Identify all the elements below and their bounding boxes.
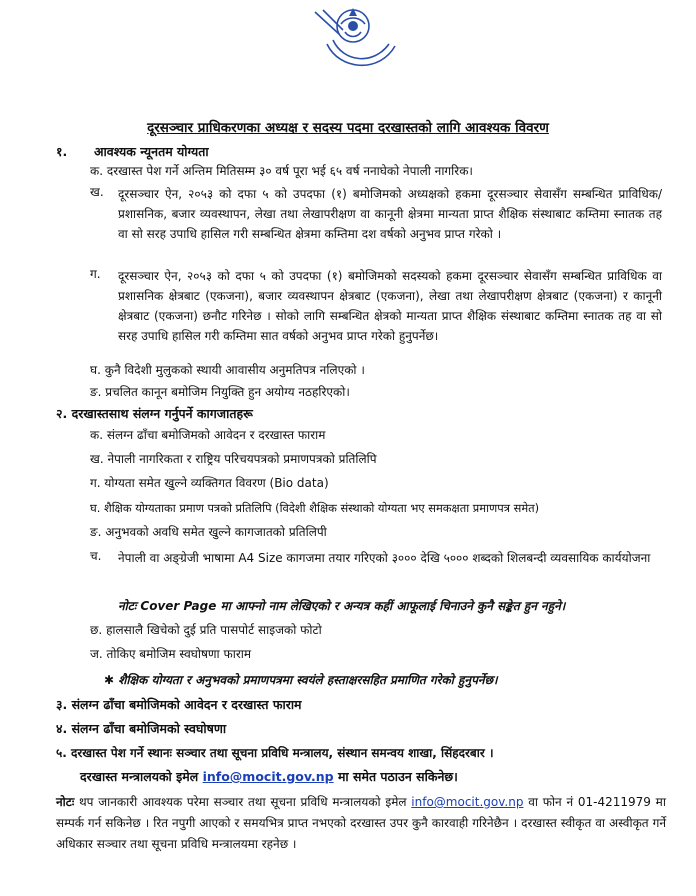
note-text: वा फोन नं	[528, 795, 574, 809]
item-marker: ङ.	[90, 385, 102, 399]
item-marker: छ.	[90, 623, 103, 637]
list-item	[90, 384, 350, 400]
item-marker: क.	[90, 428, 104, 442]
section-title: दरखास्त पेश गर्ने स्थानः सञ्चार तथा सूचना प्रविधि मन्त्रालय, संस्थान समन्वय शाखा, सिंहदरबार ।	[71, 746, 494, 760]
section-5-heading	[56, 745, 494, 761]
note-text: शैक्षिक योग्यता र अनुभवको प्रमाणपत्रमा स्वयंले हस्ताक्षरसहित प्रमाणित गरेको हुनुपर्नेछ।	[118, 673, 498, 687]
section-number: ४.	[56, 721, 68, 736]
section-4-heading	[56, 721, 226, 737]
seal-emblem-icon	[293, 4, 405, 80]
item-marker: ङ.	[90, 525, 102, 539]
item-text: शैक्षिक योग्यताका प्रमाण पत्रको प्रतिलिपि (विदेशी शैक्षिक संस्थाको योग्यता भए समकक्षता प्रमाणपत्र समेत)	[103, 501, 540, 515]
item-text: दरखास्त पेश गर्ने अन्तिम मितिसम्म ३० वर्ष पूरा भई ६५ वर्ष ननाघेको नेपाली नागरिक।	[106, 164, 473, 178]
item-text: कुनै विदेशी मुलुकको स्थायी आवासीय अनुमतिपत्र नलिएको ।	[104, 363, 365, 377]
list-item	[90, 524, 327, 540]
item-marker: ग.	[90, 476, 101, 490]
list-item	[90, 475, 329, 491]
item-marker: क.	[90, 164, 104, 178]
list-item	[90, 500, 539, 516]
note-label: नोटः	[56, 795, 75, 809]
item-text: अनुभवको अवधि समेत खुल्ने कागजातको प्रतिलिपी	[105, 525, 327, 539]
list-item	[90, 451, 377, 467]
section-number: १.	[56, 144, 68, 159]
section-3-heading	[56, 697, 302, 713]
item-marker: घ.	[90, 501, 101, 515]
email-line	[80, 769, 458, 785]
section-2-heading	[56, 406, 253, 422]
item-text: संलग्न ढाँचा बमोजिमको आवेदन र दरखास्त फाराम	[106, 428, 326, 442]
note-text: थप जानकारी आवश्यक परेमा सञ्चार तथा सूचना प्रविधि मन्त्रालयको इमेल	[78, 795, 407, 809]
section-number: ३.	[56, 697, 68, 712]
list-item: दूरसञ्चार ऐन, २०५३ को दफा ५ को उपदफा (१) बमोजिमको अध्यक्षको हकमा दूरसञ्चार सेवासँग सम्बन्धित प्राविधिक/प्रशासनिक, बजार व्यवस्थापन, लेखा तथा लेखापरीक्षण वा कानूनी क्षेत्रमा मान्यता प्राप्त शैक्षिक संस्थाबाट कम्तिमा स्नातक तह वा सो सरह उपाधि हासिल गरी सम्बन्धित क्षेत्रमा कम्तिमा दश वर्षको अनुभव प्राप्त गरेको ।	[118, 187, 662, 241]
email-prefix: दरखास्त मन्त्रालयको इमेल	[80, 769, 199, 784]
list-item: नेपाली वा अङ्ग्रेजी भाषामा A4 Size कागजमा तयार गरिएको ३००० देखि ५००० शब्दको शिलबन्दी व्यवसायिक कार्ययोजना	[118, 551, 651, 565]
bullet-icon: ✱	[104, 673, 115, 687]
list-item-mark: च.	[90, 549, 102, 563]
list-item	[90, 427, 325, 443]
list-item	[90, 362, 365, 378]
item-text: योग्यता समेत खुल्ने व्यक्तिगत विवरण (Bio data)	[104, 476, 329, 490]
list-item-mark: ग.	[90, 267, 101, 281]
list-item-mark: ख.	[90, 185, 104, 199]
footer-note	[56, 792, 666, 855]
list-item	[90, 646, 251, 662]
section-title: आवश्यक न्यूनतम योग्यता	[93, 144, 209, 159]
phone-number: 01-4211979	[577, 795, 651, 809]
section-1-heading	[56, 144, 209, 160]
item-marker: घ.	[90, 363, 101, 377]
note-text: मा सम्पर्क गर्न सकिनेछ । रित नपुगी आएको र समयभित्र प्राप्त नभएको दरखास्त उपर कुनै कारवाही गरिनेछैन । दरखास्त स्वीकृत वा अस्वीकृत गर्ने अधिकार सञ्चार तथा सूचना प्रविधि मन्त्रालयमा रहनेछ ।	[56, 795, 666, 851]
list-item	[90, 622, 322, 638]
list-item	[90, 163, 473, 179]
section-number: २.	[56, 406, 68, 421]
footer-email-link[interactable]: info@mocit.gov.np	[411, 795, 524, 809]
item-text: प्रचलित कानून बमोजिम नियुक्ति हुन अयोग्य नठहरिएको।	[105, 385, 350, 399]
section-title: संलग्न ढाँचा बमोजिमको स्वघोषणा	[71, 721, 227, 736]
email-link[interactable]: info@mocit.gov.np	[202, 769, 334, 784]
section-title: संलग्न ढाँचा बमोजिमको आवेदन र दरखास्त फाराम	[71, 697, 302, 712]
list-item: दूरसञ्चार ऐन, २०५३ को दफा ५ को उपदफा (१) बमोजिमको सदस्यको हकमा दूरसञ्चार सेवासँग सम्बन्धित प्राविधिक वा प्रशासनिक क्षेत्रबाट (एकजना), बजार व्यवस्थापन क्षेत्रबाट (एकजना), लेखा तथा लेखापरीक्षण क्षेत्रबाट (एकजना) र कानूनी क्षेत्रबाट (एकजना) छनौट गरिनेछ । सोको लागि सम्बन्धित क्षेत्रको मान्यता प्राप्त शैक्षिक संस्थाबाट कम्तिमा स्नातक तह वा सो सरह उपाधि हासिल गरी कम्तिमा सात वर्षको अनुभव प्राप्त गरेको हुनुपर्नेछ।	[118, 269, 662, 343]
ministry-seal	[293, 4, 405, 80]
page-title: दूरसञ्चार प्राधिकरणका अध्यक्ष र सदस्य पदमा दरखास्तको लागि आवश्यक विवरण	[147, 120, 549, 136]
section-title: दरखास्तसाथ संलग्न गर्नुपर्ने कागजातहरू	[71, 406, 253, 421]
item-text: हालसालै खिचेको दुई प्रति पासपोर्ट साइजको फोटो	[106, 623, 322, 637]
certification-note	[104, 672, 498, 688]
item-marker: ज.	[90, 647, 103, 661]
item-text: तोकिए बमोजिम स्वघोषणा फाराम	[106, 647, 252, 661]
email-suffix: मा समेत पठाउन सकिनेछ।	[337, 769, 458, 784]
section-number: ५.	[56, 746, 67, 760]
item-marker: ख.	[90, 452, 104, 466]
cover-page-note: नोटः Cover Page मा आफ्नो नाम लेखिएको र अन्यत्र कहीं आफूलाई चिनाउने कुनै सङ्केत हुन नहुने।	[118, 599, 566, 613]
item-text: नेपाली नागरिकता र राष्ट्रिय परिचयपत्रको प्रमाणपत्रको प्रतिलिपि	[107, 452, 377, 466]
